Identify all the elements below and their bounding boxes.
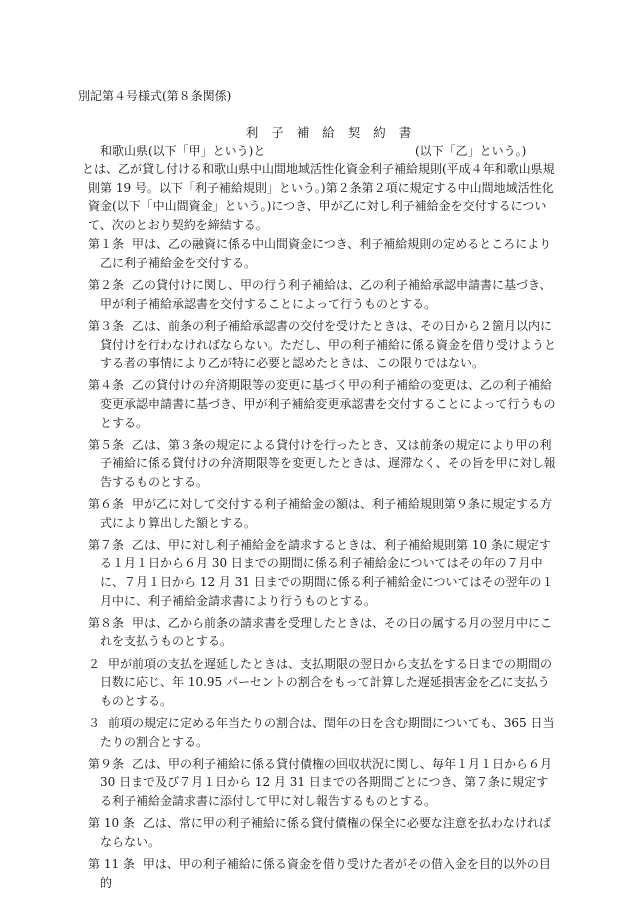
article-text: 乙は、前条の利子補給承認書の交付を受けたときは、その日から２箇月以内に貸付けを行わなければならない。ただし、甲の利子補給に係る資金を借り受けようとする者の事情により乙が特に必要と認めたときは、この限りではない。 <box>100 318 557 371</box>
party-b: (以下「乙」という。) <box>415 144 527 158</box>
article-heading: 第５条 <box>88 437 125 452</box>
article-2 <box>88 276 558 313</box>
article-heading: 第９条 <box>88 756 125 771</box>
article-heading: 第１条 <box>88 237 125 252</box>
article-text: 乙の貸付けの弁済期限等の変更に基づく甲の利子補給の変更は、乙の利子補給変更承認申請書に基づき、甲が利子補給変更承認書を交付することによって行うものとする。 <box>100 378 556 430</box>
article-heading: 第 11 条 <box>88 856 135 871</box>
article-3 <box>88 317 558 373</box>
contract-parties <box>100 142 560 159</box>
article-1 <box>88 235 558 272</box>
article-6 <box>88 495 558 532</box>
article-heading: 第２条 <box>88 278 125 293</box>
article-text: 甲が乙に対して交付する利子補給金の額は、利子補給規則第９条に規定する方式により算出した額とする。 <box>100 497 553 530</box>
article-text: 甲は、乙から前条の請求書を受理したときは、その日の属する月の翌月中にこれを支払うものとする。 <box>100 615 553 649</box>
article-9 <box>88 755 558 811</box>
article-8-clause-2 <box>88 655 558 711</box>
article-11 <box>88 855 558 892</box>
party-a: 和歌山県(以下「甲」という)と <box>100 144 266 158</box>
article-heading: 第 10 条 <box>88 816 135 831</box>
article-8 <box>88 614 558 651</box>
article-heading: 第７条 <box>88 537 125 552</box>
article-text: 乙は、甲に対し利子補給金を請求するときは、利子補給規則第 10 条に規定する１月１日から６月 30 日までの期間に係る利子補給金についてはその年の７月中に、７月１日から 12 月 31 日までの期間に係る利子補給金についてはその翌年の１月中に、利子補給金請求書により行うものとする。 <box>100 537 554 608</box>
article-text: 乙は、甲の利子補給に係る貸付債権の回収状況に関し、毎年１月１日から６月 30 日まで及び７月１日から 12 月 31 日までの各期間ごとにつき、第７条に規定する利子補給金請求書に添付して甲に対し報告するものとする。 <box>100 756 553 808</box>
article-7 <box>88 536 558 610</box>
article-5 <box>88 436 558 492</box>
article-text: 乙は、第３条の規定による貸付けを行ったとき、又は前条の規定により甲の利子補給に係る貸付けの弁済期限等を変更したときは、遅滞なく、その旨を甲に対し報告するものとする。 <box>100 437 556 489</box>
article-10 <box>88 814 558 851</box>
contract-body <box>82 160 558 896</box>
clause-text: 甲が前項の支払を遅延したときは、支払期限の翌日から支払をする日までの期間の日数に応じ、年 10.95 パーセントの割合をもって計算した遅延損害金を乙に支払うものとする。 <box>100 656 553 708</box>
article-heading: 第６条 <box>88 497 125 512</box>
article-4 <box>88 376 558 432</box>
article-text: 甲は、乙の融資に係る中山間資金につき、利子補給規則の定めるところにより乙に利子補給金を交付する。 <box>100 237 552 270</box>
article-heading: 第３条 <box>88 318 125 333</box>
clause-number: ２ <box>88 656 101 671</box>
article-text: 乙は、常に甲の利子補給に係る貸付債権の保全に必要な注意を払わなければならない。 <box>100 816 551 849</box>
article-text: 甲は、甲の利子補給に係る資金を借り受けた者がその借入金を目的以外の目的 <box>100 856 551 890</box>
clause-text: 前項の規定に定める年当たりの割合は、閏年の日を含む期間についても、365 日当たりの割合とする。 <box>100 715 555 749</box>
form-label: 別記第４号様式(第８条関係) <box>78 89 232 103</box>
article-text: 乙の貸付けに関し、甲の行う利子補給は、乙の利子補給承認申請書に基づき、甲が利子補給承認書を交付することによって行うものとする。 <box>100 278 552 311</box>
article-8-clause-3 <box>88 714 558 751</box>
article-heading: 第８条 <box>88 615 125 630</box>
document-title: 利子補給契約書 <box>245 125 425 140</box>
article-heading: 第４条 <box>88 378 125 393</box>
preamble: とは、乙が貸し付ける和歌山県中山間地域活性化資金利子補給規則(平成４年和歌山県規則第 19 号。以下「利子補給規則」という。)第２条第２項に規定する中山間地域活性化資金(以下「中山間資金」という。)につき、甲が乙に対し利子補給金を交付するについて、次のとおり契約を締結する。 <box>82 162 555 232</box>
clause-number: ３ <box>88 715 101 730</box>
